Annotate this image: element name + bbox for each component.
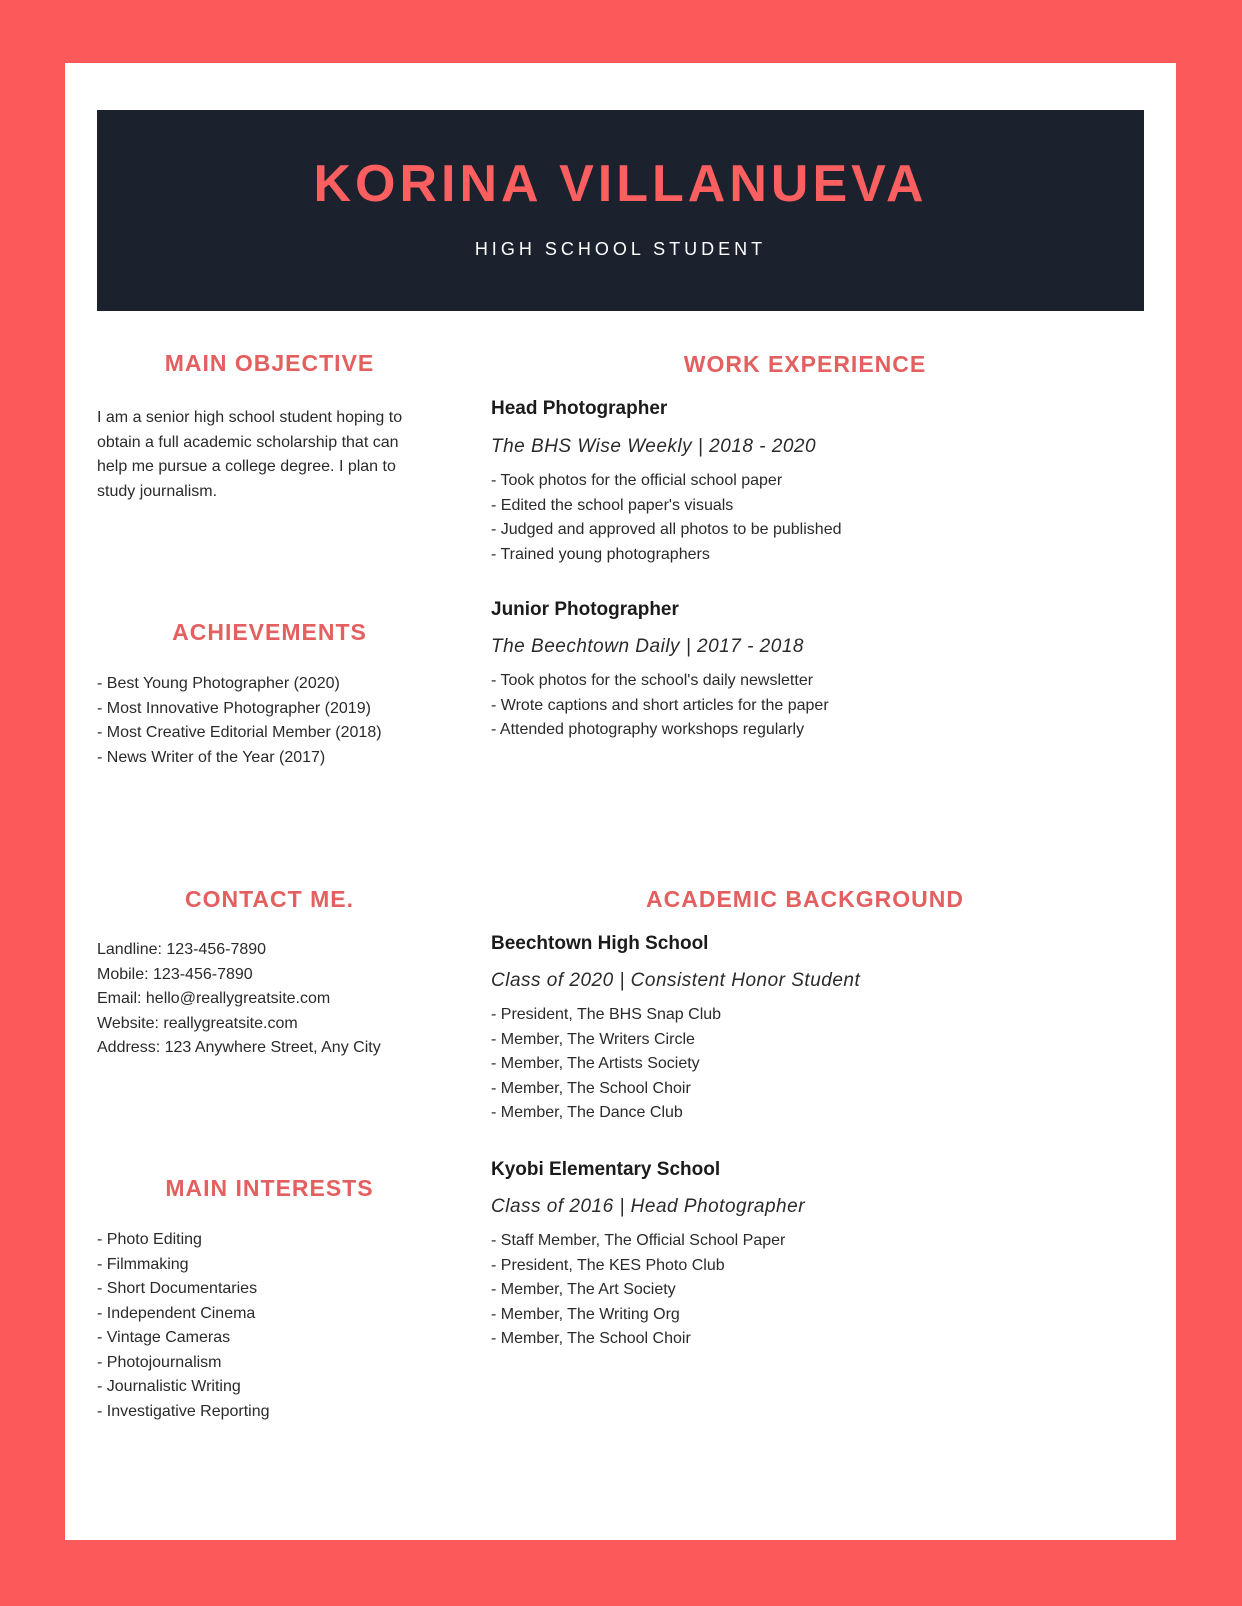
list-item: - Took photos for the school's daily newsletter (491, 672, 814, 689)
list-item: - Attended photography workshops regularly (491, 721, 805, 738)
job-duties (491, 669, 1131, 743)
school-name: Beechtown High School (491, 933, 709, 954)
job-duties (491, 469, 1131, 567)
objective-heading: MAIN OBJECTIVE (164, 350, 375, 376)
list-item: - President, The KES Photo Club (491, 1256, 725, 1274)
header-banner (97, 110, 1144, 311)
interests-heading: MAIN INTERESTS (165, 1175, 374, 1201)
work-heading: WORK EXPERIENCE (683, 351, 927, 377)
list-item: - Member, The Artists Society (491, 1055, 700, 1072)
objective-line: help me pursue a college degree. I plan to (97, 458, 396, 475)
candidate-role: HIGH SCHOOL STUDENT (474, 239, 767, 259)
list-item: - Most Innovative Photographer (2019) (97, 699, 371, 717)
list-item: - Independent Cinema (97, 1304, 256, 1322)
list-item: - News Writer of the Year (2017) (97, 748, 326, 766)
list-item: - Member, The Dance Club (491, 1104, 683, 1121)
job-title: Junior Photographer (491, 599, 679, 620)
list-item: - Wrote captions and short articles for the paper (491, 696, 829, 714)
list-item: - Took photos for the official school paper (491, 472, 783, 489)
contact-mobile: Mobile: 123-456-7890 (97, 965, 253, 983)
list-item: - Member, The School Choir (491, 1330, 691, 1347)
academic-heading: ACADEMIC BACKGROUND (646, 886, 964, 912)
job-title: Head Photographer (491, 398, 668, 419)
school-activities (491, 1229, 1131, 1352)
candidate-name: KORINA VILLANUEVA (313, 155, 928, 213)
school-detail: Class of 2020 | Consistent Honor Student (491, 970, 861, 991)
objective-line: obtain a full academic scholarship that can (97, 433, 399, 451)
list-item: - Vintage Cameras (97, 1329, 231, 1346)
school-activities (491, 1003, 1131, 1126)
contact-list (97, 938, 442, 1061)
list-item: - Photo Editing (97, 1231, 202, 1248)
list-item: - Edited the school paper's visuals (491, 496, 734, 514)
contact-address: Address: 123 Anywhere Street, Any City (97, 1039, 381, 1056)
objective-text (97, 406, 442, 504)
list-item: - Trained young photographers (491, 545, 710, 563)
list-item: - Best Young Photographer (2020) (97, 675, 340, 692)
list-item: - Investigative Reporting (97, 1402, 270, 1420)
list-item: - President, The BHS Snap Club (491, 1006, 722, 1023)
achievements-list (97, 672, 442, 770)
contact-landline: Landline: 123-456-7890 (97, 941, 267, 958)
objective-line: I am a senior high school student hoping to (97, 409, 403, 426)
list-item: - Filmmaking (97, 1255, 189, 1273)
objective-line: study journalism. (97, 482, 218, 500)
school-detail: Class of 2016 | Head Photographer (491, 1196, 806, 1217)
job-org: The BHS Wise Weekly | 2018 - 2020 (491, 436, 817, 457)
achievements-heading: ACHIEVEMENTS (172, 619, 367, 645)
list-item: - Member, The School Choir (491, 1079, 691, 1097)
resume-sheet (65, 63, 1176, 1540)
list-item: - Member, The Writers Circle (491, 1030, 695, 1048)
contact-heading: CONTACT ME. (184, 886, 354, 912)
list-item: - Journalistic Writing (97, 1378, 241, 1395)
list-item: - Member, The Writing Org (491, 1305, 680, 1323)
list-item: - Short Documentaries (97, 1280, 258, 1297)
interests-list (97, 1228, 442, 1424)
contact-email: Email: hello@reallygreatsite.com (97, 990, 331, 1007)
list-item: - Judged and approved all photos to be published (491, 521, 842, 538)
job-org: The Beechtown Daily | 2017 - 2018 (491, 636, 804, 657)
list-item: - Most Creative Editorial Member (2018) (97, 724, 382, 741)
list-item: - Member, The Art Society (491, 1281, 676, 1298)
school-name: Kyobi Elementary School (491, 1159, 721, 1180)
list-item: - Staff Member, The Official School Paper (491, 1232, 786, 1249)
list-item: - Photojournalism (97, 1353, 222, 1371)
contact-website: Website: reallygreatsite.com (97, 1014, 298, 1032)
